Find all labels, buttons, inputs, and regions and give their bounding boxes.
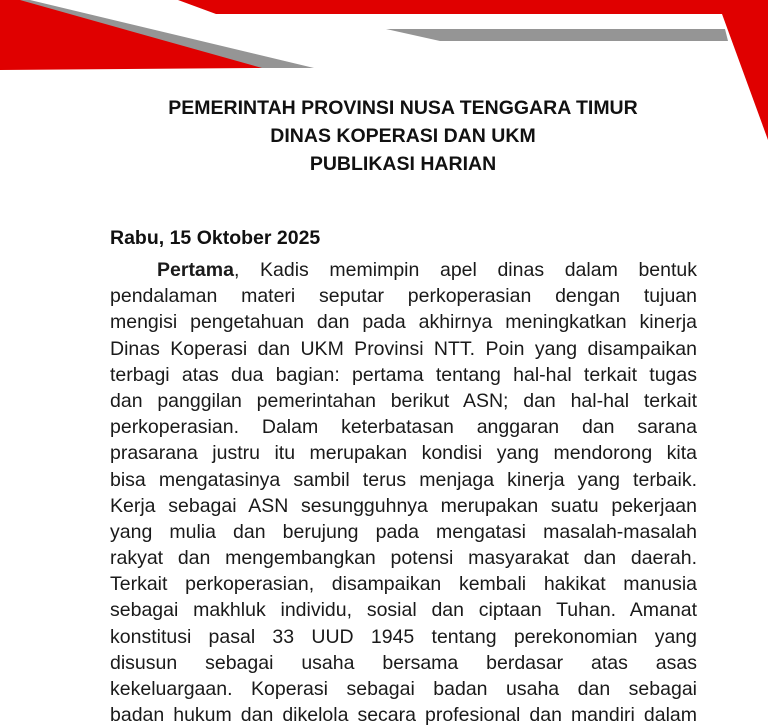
- paragraph-line: disusun sebagai usaha bersama berdasar atas asas: [110, 651, 697, 674]
- paragraph-line: sebagai makhluk individu, sosial dan ciptaan Tuhan. Amanat: [110, 599, 697, 622]
- document-title: [0, 94, 768, 178]
- paragraph-line: yang mulia dan berujung pada mengatasi masalah-masalah: [110, 520, 697, 543]
- paragraph-body: [110, 257, 697, 728]
- paragraph-line: mengisi pengetahuan dan pada akhirnya meningkatkan kinerja: [110, 311, 697, 334]
- paragraph-line: pendalaman materi seputar perkoperasian dengan tujuan: [110, 285, 697, 308]
- paragraph-line: Terkait perkoperasian, disampaikan kembali hakikat manusia: [110, 573, 697, 596]
- title-agency: DINAS KOPERASI DAN UKM: [270, 125, 536, 147]
- paragraph-line: rakyat dan mengembangkan potensi masyarakat dan daerah.: [110, 547, 697, 570]
- paragraph-line: Pertama, Kadis memimpin apel dinas dalam bentuk: [157, 259, 697, 281]
- publication-date: Rabu, 15 Oktober 2025: [110, 227, 321, 249]
- paragraph-line: bisa mengatasinya sambil terus menjaga kinerja yang terbaik.: [110, 468, 697, 491]
- paragraph-line: terbagi atas dua bagian: pertama tentang hal-hal terkait tugas: [110, 363, 697, 386]
- title-government: PEMERINTAH PROVINSI NUSA TENGGARA TIMUR: [168, 97, 638, 119]
- paragraph-line: badan hukum dan dikelola secara profesional dan mandiri dalam: [110, 704, 697, 727]
- paragraph-line: konstitusi pasal 33 UUD 1945 tentang perekonomian yang: [110, 625, 697, 648]
- gray-right-stripe: [386, 29, 728, 41]
- paragraph-line: dan panggilan pemerintahan berikut ASN; dan hal-hal terkait: [110, 389, 697, 412]
- paragraph-line: perkoperasian. Dalam keterbatasan anggaran dan sarana: [110, 416, 697, 439]
- paragraph-line: Dinas Koperasi dan UKM Provinsi NTT. Poin yang disampaikan: [110, 337, 697, 360]
- paragraph-line: kekeluargaan. Koperasi sebagai badan usaha dan sebagai: [110, 678, 697, 700]
- paragraph-lead: Pertama: [157, 259, 234, 281]
- paragraph-line: prasarana justru itu merupakan kondisi yang mendorong kita: [110, 442, 697, 465]
- title-publication: PUBLIKASI HARIAN: [309, 153, 497, 175]
- paragraph-line: Kerja sebagai ASN sesungguhnya merupakan suatu pekerjaan: [110, 494, 697, 517]
- red-top-band: [178, 0, 768, 14]
